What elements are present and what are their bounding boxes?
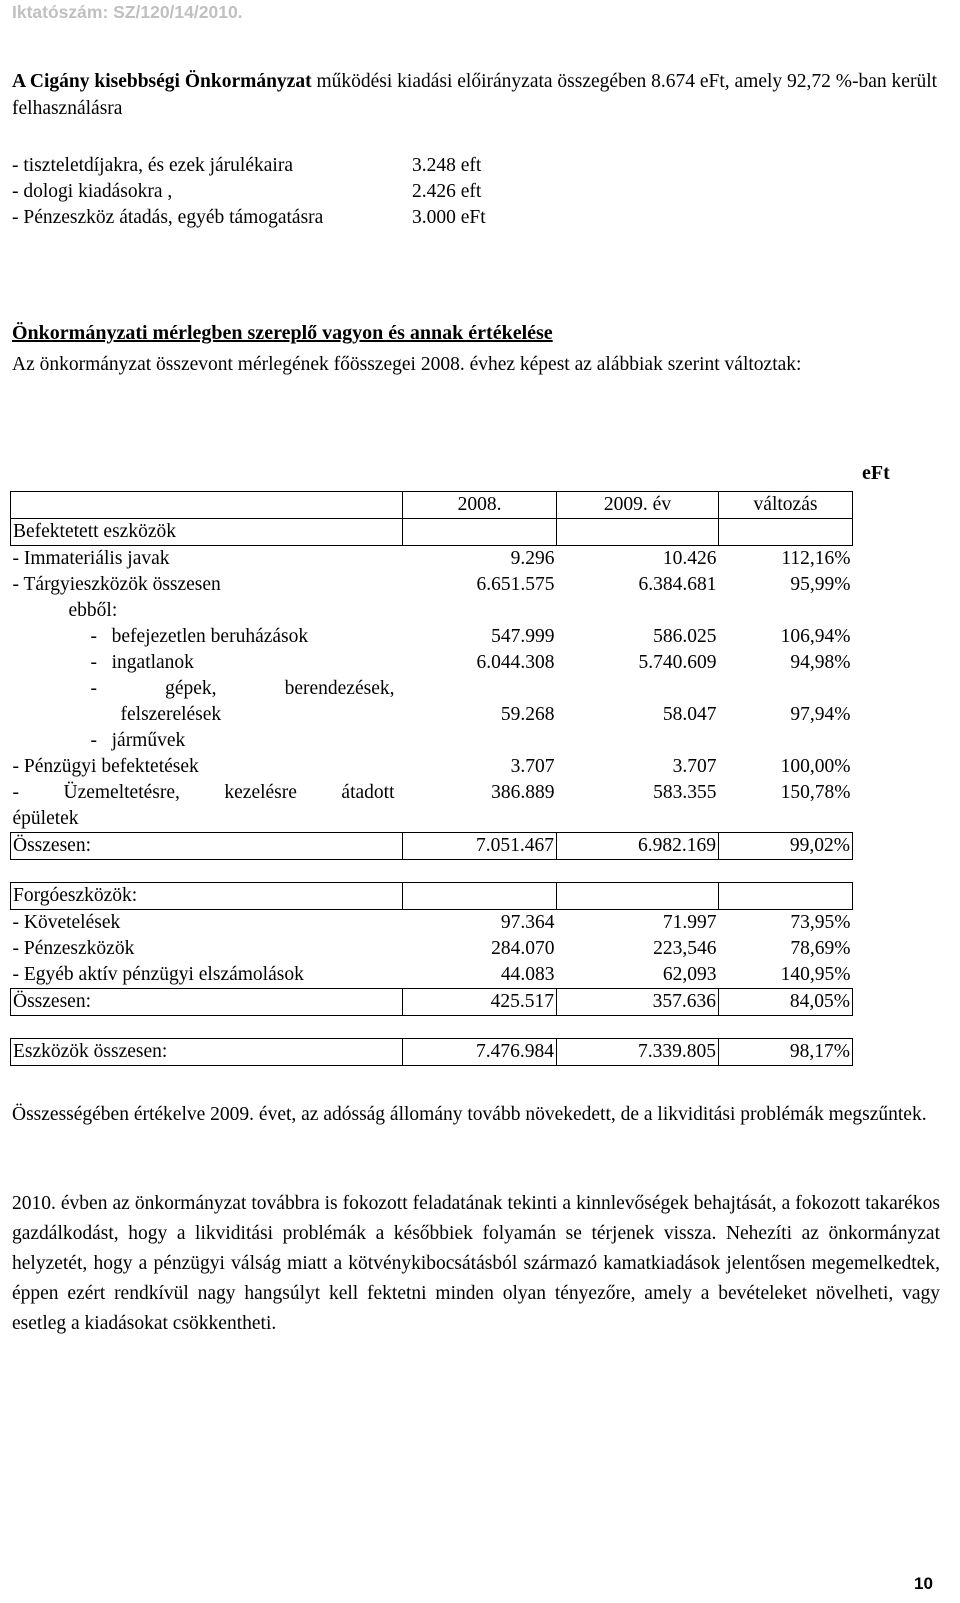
row-label: ebből: bbox=[68, 600, 118, 621]
value-2008: 44.083 bbox=[500, 964, 555, 985]
table-grand-total-row bbox=[11, 1039, 853, 1066]
value-2009: 62,093 bbox=[662, 964, 717, 985]
header-cell: 2008. bbox=[403, 492, 557, 519]
table-row bbox=[11, 910, 853, 937]
table-row bbox=[11, 936, 853, 962]
value-2009: 223,546 bbox=[653, 938, 717, 959]
row-label: - ingatlanok bbox=[90, 652, 194, 673]
value-2009: 10.426 bbox=[662, 548, 717, 569]
value-2009: 6.384.681 bbox=[638, 574, 717, 595]
justified-label bbox=[13, 781, 395, 805]
section-intro: Az önkormányzat összevont mérlegének főösszegei 2008. évhez képest az alábbiak szerint változtak: bbox=[12, 354, 802, 375]
value-2009: 7.339.805 bbox=[557, 1039, 719, 1066]
label-word: - bbox=[90, 678, 97, 699]
expense-label: - Pénzeszköz átadás, egyéb támogatásra bbox=[12, 207, 324, 228]
justified-label bbox=[91, 677, 395, 701]
table-row bbox=[11, 883, 853, 910]
row-label: - Tárgyieszközök összesen bbox=[12, 574, 221, 595]
expense-row bbox=[12, 153, 812, 179]
page-number: 10 bbox=[914, 1574, 933, 1593]
row-label: - befejezetlen beruházások bbox=[90, 626, 309, 647]
label-word: Üzemeltetésre, bbox=[63, 782, 180, 803]
value-2009: 71.997 bbox=[662, 912, 717, 933]
row-label: - Pénzeszközök bbox=[12, 938, 135, 959]
expense-row bbox=[12, 205, 812, 231]
table-row bbox=[11, 650, 853, 676]
table-row bbox=[11, 962, 853, 989]
value-2008: 7.476.984 bbox=[403, 1039, 557, 1066]
value-2008: 9.296 bbox=[510, 548, 555, 569]
row-label: felszerelések bbox=[120, 704, 222, 725]
intro-paragraph bbox=[12, 68, 942, 122]
balance-table bbox=[10, 491, 853, 1066]
value-2008: 425.517 bbox=[403, 989, 557, 1016]
table-spacer bbox=[11, 860, 853, 883]
table-row bbox=[11, 806, 853, 833]
value-2008: 6.651.575 bbox=[476, 574, 555, 595]
value-change: 112,16% bbox=[781, 548, 851, 569]
expense-row bbox=[12, 179, 812, 205]
value-2008: 3.707 bbox=[510, 756, 555, 777]
unit-label: eFt bbox=[862, 462, 890, 484]
table-row bbox=[11, 519, 853, 546]
value-2008: 386.889 bbox=[491, 782, 555, 803]
row-label: Eszközök összesen: bbox=[11, 1039, 403, 1066]
intro-rest: működési kiadási előirányzata összegében 8.674 eFt, amely 92,72 %-ban került felhasználásra bbox=[12, 71, 938, 119]
value-2008: 284.070 bbox=[491, 938, 555, 959]
value-change: 95,99% bbox=[790, 574, 851, 595]
table-row bbox=[11, 676, 853, 702]
section-title: Önkormányzati mérlegben szereplő vagyon és annak értékelése bbox=[12, 322, 553, 344]
value-2009: 6.982.169 bbox=[557, 833, 719, 860]
row-label: épületek bbox=[12, 808, 79, 829]
value-change: 78,69% bbox=[790, 938, 851, 959]
label-word: - bbox=[12, 782, 19, 803]
row-label: - járművek bbox=[90, 730, 186, 751]
value-change: 98,17% bbox=[719, 1039, 853, 1066]
header-cell: 2009. év bbox=[557, 492, 719, 519]
header-cell: változás bbox=[719, 492, 853, 519]
value-2008: 7.051.467 bbox=[403, 833, 557, 860]
expense-list bbox=[12, 153, 812, 231]
row-label: - Egyéb aktív pénzügyi elszámolások bbox=[12, 964, 304, 985]
value-2009: 583.355 bbox=[653, 782, 717, 803]
table-row bbox=[11, 572, 853, 598]
value-2008: 547.999 bbox=[491, 626, 555, 647]
document-header-iktatoszam: Iktatószám: SZ/120/14/2010. bbox=[12, 2, 243, 22]
table-row bbox=[11, 728, 853, 754]
value-2008: 59.268 bbox=[500, 704, 555, 725]
value-change: 84,05% bbox=[719, 989, 853, 1016]
row-label: - Követelések bbox=[12, 912, 121, 933]
value-change: 100,00% bbox=[780, 756, 851, 777]
label-word: gépek, bbox=[165, 678, 217, 699]
table-header-row bbox=[11, 492, 853, 519]
row-label: - Pénzügyi befektetések bbox=[12, 756, 199, 777]
expense-label: - tiszteletdíjakra, és ezek járulékaira bbox=[12, 155, 293, 176]
row-label: Befektetett eszközök bbox=[11, 519, 403, 546]
intro-bold: A Cigány kisebbségi Önkormányzat bbox=[12, 71, 312, 92]
value-change: 94,98% bbox=[790, 652, 851, 673]
table-row bbox=[11, 780, 853, 806]
value-change: 140,95% bbox=[780, 964, 851, 985]
row-label: Összesen: bbox=[11, 833, 403, 860]
expense-value: 3.248 eft bbox=[412, 155, 482, 176]
value-change: 150,78% bbox=[780, 782, 851, 803]
label-word: átadott bbox=[341, 782, 395, 803]
expense-label: - dologi kiadásokra , bbox=[12, 181, 173, 202]
table-row bbox=[11, 702, 853, 728]
row-label bbox=[11, 676, 403, 702]
table-row bbox=[11, 546, 853, 573]
row-label: Összesen: bbox=[11, 989, 403, 1016]
row-label bbox=[11, 780, 403, 806]
table-row bbox=[11, 598, 853, 624]
value-2009: 3.707 bbox=[672, 756, 717, 777]
value-2009: 5.740.609 bbox=[638, 652, 717, 673]
table-spacer bbox=[11, 1016, 853, 1039]
label-word: kezelésre bbox=[224, 782, 297, 803]
value-change: 73,95% bbox=[790, 912, 851, 933]
outlook-paragraph: 2010. évben az önkormányzat továbbra is fokozott feladatának tekinti a kinnlevőségek behajtását, a fokozott takarékos gazdálkodást, hogy a likviditási problémák a későbbiek folyamán se térjenek vissza. Nehezíti az önkormányzat helyzetét, hogy a pénzügyi válság miatt a kötvénykibocsátásból származó kamatkiadások jelentősen megemelkedtek, éppen ezért rendkívül nagy hangsúlyt kell fektetni minden olyan tényezőre, amely a bevételeket növelheti, vagy esetleg a kiadásokat csökkentheti. bbox=[12, 1193, 940, 1334]
row-label: - Immateriális javak bbox=[12, 548, 170, 569]
value-2008: 97.364 bbox=[500, 912, 555, 933]
value-2008: 6.044.308 bbox=[476, 652, 555, 673]
table-row bbox=[11, 754, 853, 780]
table-row bbox=[11, 624, 853, 650]
table-total-row bbox=[11, 833, 853, 860]
value-change: 106,94% bbox=[780, 626, 851, 647]
summary-paragraph: Összességében értékelve 2009. évet, az adósság állomány tovább növekedett, de a likviditási problémák megszűntek. bbox=[12, 1104, 927, 1125]
value-2009: 586.025 bbox=[653, 626, 717, 647]
value-change: 97,94% bbox=[790, 704, 851, 725]
header-cell bbox=[11, 492, 403, 519]
table-total-row bbox=[11, 989, 853, 1016]
expense-value: 3.000 eFt bbox=[412, 207, 486, 228]
row-label: Forgóeszközök: bbox=[11, 883, 403, 910]
value-change: 99,02% bbox=[719, 833, 853, 860]
label-word: berendezések, bbox=[284, 678, 395, 699]
value-2009: 58.047 bbox=[662, 704, 717, 725]
value-2009: 357.636 bbox=[557, 989, 719, 1016]
expense-value: 2.426 eft bbox=[412, 181, 482, 202]
